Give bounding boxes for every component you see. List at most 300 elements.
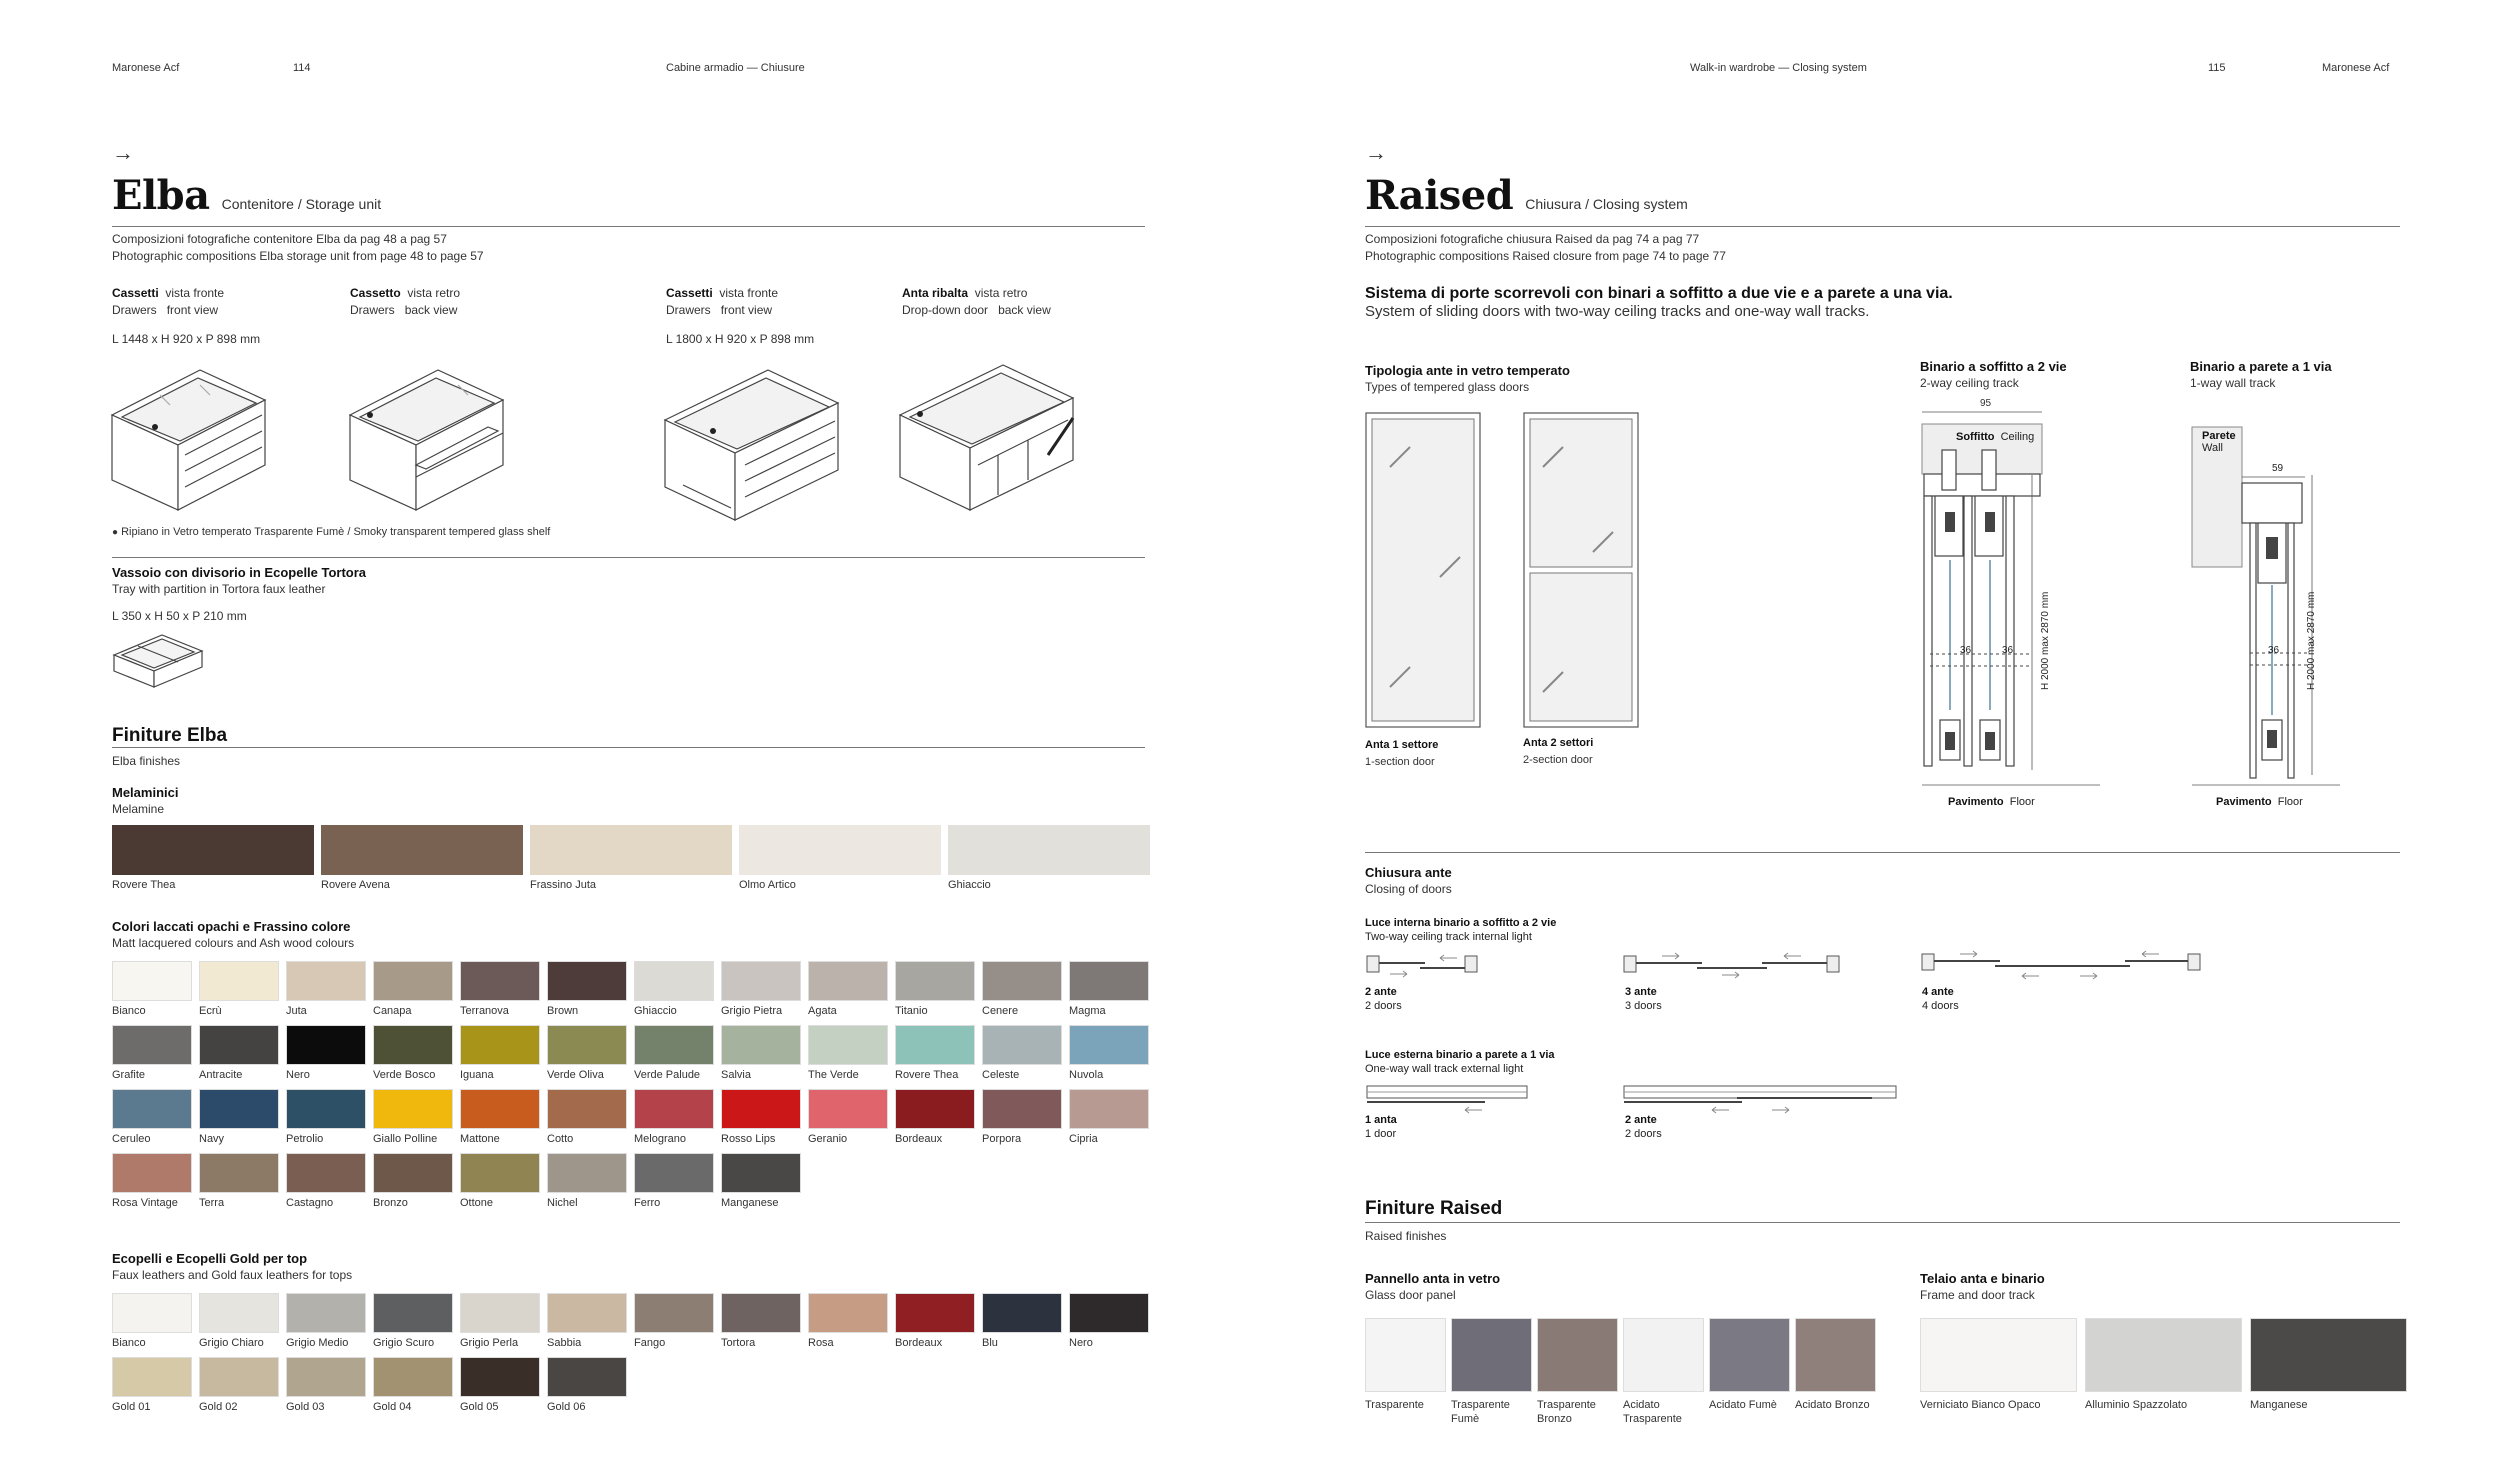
swatch-item[interactable] bbox=[721, 1293, 801, 1350]
swatch-item[interactable] bbox=[721, 961, 801, 1018]
closing-4-doors-diagram bbox=[1920, 946, 2210, 980]
elba-reference bbox=[112, 231, 484, 265]
swatch-label: Ferro bbox=[634, 1197, 661, 1209]
unit-3 bbox=[666, 285, 814, 348]
swatch-item[interactable] bbox=[112, 1089, 192, 1146]
swatch bbox=[982, 1293, 1062, 1333]
swatch bbox=[373, 961, 453, 1001]
swatch-item[interactable] bbox=[547, 1293, 627, 1350]
swatch-item[interactable] bbox=[1069, 961, 1149, 1018]
swatch bbox=[808, 1293, 888, 1333]
swatch-item[interactable] bbox=[1920, 1318, 2077, 1412]
swatch-item[interactable] bbox=[199, 1089, 279, 1146]
swatch-item[interactable] bbox=[321, 825, 523, 892]
swatch-label: Nero bbox=[286, 1069, 310, 1081]
outer-light-heading bbox=[1365, 1048, 1555, 1076]
swatch bbox=[721, 1153, 801, 1193]
swatch bbox=[2250, 1318, 2407, 1392]
wall-track-title: Binario a parete a 1 via bbox=[2190, 359, 2332, 374]
swatch bbox=[547, 1293, 627, 1333]
swatch-item[interactable] bbox=[286, 1025, 366, 1082]
swatch bbox=[1365, 1318, 1446, 1392]
closing-subtitle: Closing of doors bbox=[1365, 882, 1452, 896]
swatch-item[interactable] bbox=[808, 1293, 888, 1350]
swatch-label: Verde Oliva bbox=[547, 1069, 604, 1081]
swatch-label: Castagno bbox=[286, 1197, 334, 1209]
swatch-label: Frassino Juta bbox=[530, 879, 597, 891]
swatch-label: Manganese bbox=[721, 1197, 779, 1209]
swatch-item[interactable] bbox=[808, 1025, 888, 1082]
closing-2-doors-wall-caption bbox=[1625, 1113, 1662, 1141]
wall-width-dim: 59 bbox=[2272, 463, 2284, 474]
swatch bbox=[895, 1025, 975, 1065]
swatch-label: Blu bbox=[982, 1337, 998, 1349]
swatch-item[interactable] bbox=[982, 961, 1062, 1018]
swatch bbox=[112, 825, 314, 875]
swatch-item[interactable] bbox=[373, 1357, 453, 1414]
door-1-it: Anta 1 settore bbox=[1365, 739, 1439, 751]
swatch bbox=[721, 1293, 801, 1333]
swatch bbox=[199, 961, 279, 1001]
eco-swatches bbox=[112, 1293, 1149, 1414]
swatch bbox=[199, 1293, 279, 1333]
swatch-label: Nuvola bbox=[1069, 1069, 1104, 1081]
doors-count-en: 3 doors bbox=[1625, 1000, 1662, 1012]
unit-view: vista retro bbox=[407, 286, 461, 300]
swatch bbox=[1709, 1318, 1790, 1392]
swatch-item[interactable] bbox=[982, 1293, 1062, 1350]
doors-count-en: 2 doors bbox=[1365, 1000, 1402, 1012]
swatch-item[interactable] bbox=[286, 1089, 366, 1146]
swatch-label: Celeste bbox=[982, 1069, 1020, 1081]
swatch-label: Grigio Pietra bbox=[721, 1005, 783, 1017]
swatch-label: Verde Palude bbox=[634, 1069, 701, 1081]
closing-heading bbox=[1365, 864, 1452, 898]
elba-ref-it: Composizioni fotografiche contenitore Elba da pag 48 a pag 57 bbox=[112, 232, 447, 246]
swatch bbox=[373, 1025, 453, 1065]
swatch-label: Rosa Vintage bbox=[112, 1197, 178, 1209]
swatch-item[interactable] bbox=[808, 961, 888, 1018]
door-2-it: Anta 2 settori bbox=[1523, 737, 1594, 749]
swatch-label: Cotto bbox=[547, 1133, 574, 1145]
swatch-item[interactable] bbox=[1451, 1318, 1532, 1426]
swatch-label: Titanio bbox=[895, 1005, 928, 1017]
swatch-label: Ecrù bbox=[199, 1005, 222, 1017]
eco-heading bbox=[112, 1250, 352, 1284]
swatch-item[interactable] bbox=[895, 1089, 975, 1146]
swatch-item[interactable] bbox=[982, 1025, 1062, 1082]
ceiling-track-subtitle: 2-way ceiling track bbox=[1920, 376, 2019, 390]
frame-subtitle: Frame and door track bbox=[1920, 1288, 2035, 1302]
swatch bbox=[460, 1357, 540, 1397]
swatch-item[interactable] bbox=[112, 961, 192, 1018]
swatch-item[interactable] bbox=[634, 1153, 714, 1210]
unit-name: Cassetto bbox=[350, 286, 401, 300]
elba-title: Elba bbox=[112, 172, 210, 219]
swatch-label: Ghiaccio bbox=[634, 1005, 677, 1017]
unit-dims: L 1800 x H 920 x P 898 mm bbox=[666, 332, 815, 346]
raised-ref-it: Composizioni fotografiche chiusura Raised da pag 74 a pag 77 bbox=[1365, 232, 1700, 246]
swatch bbox=[1537, 1318, 1618, 1392]
wall-floor-label bbox=[2216, 796, 2303, 808]
swatch-label: Gold 02 bbox=[199, 1401, 238, 1413]
doors-count-en: 4 doors bbox=[1922, 1000, 1959, 1012]
swatch bbox=[1623, 1318, 1704, 1392]
swatch-item[interactable] bbox=[199, 1153, 279, 1210]
swatch-item[interactable] bbox=[1069, 1025, 1149, 1082]
swatch-label: Trasparente bbox=[1365, 1399, 1424, 1411]
divider bbox=[112, 226, 1145, 227]
swatch-item[interactable] bbox=[721, 1025, 801, 1082]
frame-swatches bbox=[1920, 1318, 2407, 1412]
swatch-label: Ghiaccio bbox=[948, 879, 991, 891]
door-1-section-drawing bbox=[1365, 412, 1485, 730]
arrow-right-icon: → bbox=[112, 140, 134, 165]
door-types-heading bbox=[1365, 362, 1570, 396]
swatch-item[interactable] bbox=[948, 825, 1150, 892]
swatch-item[interactable] bbox=[547, 961, 627, 1018]
lacquer-heading bbox=[112, 918, 354, 952]
swatch bbox=[460, 1025, 540, 1065]
swatch-item[interactable] bbox=[373, 961, 453, 1018]
unit-view-en: front view bbox=[720, 303, 773, 317]
lacquer-title: Colori laccati opachi e Frassino colore bbox=[112, 919, 351, 934]
ceiling-label bbox=[1956, 431, 2034, 443]
swatch-item[interactable] bbox=[373, 1153, 453, 1210]
swatch-item[interactable] bbox=[286, 1153, 366, 1210]
swatch-label: Mattone bbox=[460, 1133, 500, 1145]
swatch-item[interactable] bbox=[460, 1025, 540, 1082]
swatch-label: Grigio Medio bbox=[286, 1337, 349, 1349]
elba-footnote bbox=[112, 524, 550, 541]
swatch-item[interactable] bbox=[1069, 1293, 1149, 1350]
tray-section bbox=[112, 564, 366, 625]
frame-title: Telaio anta e binario bbox=[1920, 1271, 2045, 1286]
raised-title: Raised bbox=[1365, 172, 1514, 219]
swatch-label: Ceruleo bbox=[112, 1133, 151, 1145]
swatch-item[interactable] bbox=[547, 1089, 627, 1146]
swatch-item[interactable] bbox=[1069, 1089, 1149, 1146]
elba-drawers-front-large-drawing bbox=[663, 365, 843, 525]
elba-ref-en: Photographic compositions Elba storage unit from page 48 to page 57 bbox=[112, 249, 484, 263]
door-types-title: Tipologia ante in vetro temperato bbox=[1365, 363, 1570, 378]
inner-light-subtitle: Two-way ceiling track internal light bbox=[1365, 931, 1532, 943]
swatch-item[interactable] bbox=[2250, 1318, 2407, 1412]
swatch bbox=[112, 961, 192, 1001]
swatch-label: Rosso Lips bbox=[721, 1133, 776, 1145]
swatch-item[interactable] bbox=[895, 1025, 975, 1082]
ceiling-gap-b: 36 bbox=[2002, 645, 2014, 656]
swatch-label: Juta bbox=[286, 1005, 307, 1017]
ceiling-track-title: Binario a soffitto a 2 vie bbox=[1920, 359, 2067, 374]
ceiling-gap-a: 36 bbox=[1960, 645, 1972, 656]
swatch-label: Ottone bbox=[460, 1197, 494, 1209]
door-1-caption bbox=[1365, 737, 1438, 771]
unit-name: Anta ribalta bbox=[902, 286, 969, 300]
swatch bbox=[112, 1293, 192, 1333]
swatch-item[interactable] bbox=[1709, 1318, 1790, 1426]
swatch-label: Brown bbox=[547, 1005, 579, 1017]
swatch-label: Petrolio bbox=[286, 1133, 324, 1145]
swatch-item[interactable] bbox=[112, 1357, 192, 1414]
outer-light-subtitle: One-way wall track external light bbox=[1365, 1063, 1524, 1075]
swatch bbox=[634, 1089, 714, 1129]
swatch-label: Rovere Avena bbox=[321, 879, 390, 891]
swatch-label: Grigio Perla bbox=[460, 1337, 519, 1349]
melamine-heading bbox=[112, 784, 178, 818]
swatch bbox=[547, 1089, 627, 1129]
unit-view: vista retro bbox=[974, 286, 1028, 300]
swatch bbox=[1451, 1318, 1532, 1392]
swatch-item[interactable] bbox=[199, 1357, 279, 1414]
footnote-text: Ripiano in Vetro temperato Trasparente Fumè / Smoky transparent tempered glass shelf bbox=[121, 526, 551, 538]
divider bbox=[112, 557, 1145, 558]
swatch-item[interactable] bbox=[547, 1153, 627, 1210]
swatch bbox=[721, 961, 801, 1001]
closing-1-door-caption bbox=[1365, 1113, 1397, 1141]
swatch-item[interactable] bbox=[982, 1089, 1062, 1146]
swatch-label: Fango bbox=[634, 1337, 666, 1349]
swatch-item[interactable] bbox=[721, 1089, 801, 1146]
swatch-label: Gold 05 bbox=[460, 1401, 499, 1413]
elba-dropdown-door-drawing bbox=[898, 360, 1078, 520]
headline-en: System of sliding doors with two-way ceiling tracks and one-way wall tracks. bbox=[1365, 303, 1870, 320]
swatch-item[interactable] bbox=[373, 1025, 453, 1082]
swatch-item[interactable] bbox=[460, 961, 540, 1018]
wall-track-heading bbox=[2190, 358, 2332, 392]
ceiling-label-it: Soffitto bbox=[1956, 431, 1995, 443]
swatch-label: Iguana bbox=[460, 1069, 494, 1081]
swatch bbox=[199, 1025, 279, 1065]
wall-label-it: Parete bbox=[2202, 430, 2236, 442]
floor-en: Floor bbox=[2277, 796, 2303, 808]
swatch-label: Terranova bbox=[460, 1005, 509, 1017]
swatch-label: Antracite bbox=[199, 1069, 243, 1081]
swatch-label: Verde Bosco bbox=[373, 1069, 436, 1081]
swatch bbox=[1069, 961, 1149, 1001]
swatch-label: Agata bbox=[808, 1005, 837, 1017]
swatch-item[interactable] bbox=[373, 1089, 453, 1146]
swatch-label: Bianco bbox=[112, 1337, 146, 1349]
door-types-subtitle: Types of tempered glass doors bbox=[1365, 380, 1530, 394]
wall-height-dim: H 2000 max 2870 mm bbox=[2306, 591, 2317, 690]
swatch-label: Cipria bbox=[1069, 1133, 1098, 1145]
swatch bbox=[199, 1089, 279, 1129]
swatch bbox=[460, 1153, 540, 1193]
swatch-label: Acidato Bronzo bbox=[1795, 1399, 1870, 1411]
swatch bbox=[286, 1089, 366, 1129]
swatch bbox=[721, 1089, 801, 1129]
floor-it: Pavimento bbox=[2216, 796, 2272, 808]
swatch-item[interactable] bbox=[286, 1293, 366, 1350]
finiture-elba-title: Finiture Elba bbox=[112, 725, 228, 746]
ceiling-track-section-drawing bbox=[1920, 410, 2110, 785]
swatch bbox=[739, 825, 941, 875]
swatch bbox=[895, 1089, 975, 1129]
swatch-item[interactable] bbox=[808, 1089, 888, 1146]
elba-subtitle: Contenitore / Storage unit bbox=[221, 196, 382, 212]
swatch bbox=[373, 1293, 453, 1333]
swatch bbox=[373, 1089, 453, 1129]
closing-2-doors-diagram bbox=[1365, 948, 1485, 978]
swatch-label: Gold 03 bbox=[286, 1401, 325, 1413]
swatch-item[interactable] bbox=[460, 1357, 540, 1414]
swatch bbox=[634, 1153, 714, 1193]
swatch bbox=[286, 1293, 366, 1333]
elba-drawers-front-drawing bbox=[110, 365, 270, 515]
swatch-label: Salvia bbox=[721, 1069, 751, 1081]
swatch-item[interactable] bbox=[1795, 1318, 1876, 1426]
swatch bbox=[286, 1025, 366, 1065]
unit-2 bbox=[350, 285, 460, 319]
glass-panel-heading bbox=[1365, 1270, 1500, 1304]
swatch-item[interactable] bbox=[199, 961, 279, 1018]
unit-view: vista fronte bbox=[719, 286, 779, 300]
swatch-item[interactable] bbox=[895, 961, 975, 1018]
tray-title: Vassoio con divisorio in Ecopelle Tortora bbox=[112, 565, 367, 580]
left-page-number: 114 bbox=[293, 62, 311, 74]
swatch-item[interactable] bbox=[373, 1293, 453, 1350]
swatch bbox=[1069, 1089, 1149, 1129]
swatch-item[interactable] bbox=[2085, 1318, 2242, 1412]
closing-1-door-diagram bbox=[1365, 1080, 1535, 1114]
door-2-section-drawing bbox=[1523, 412, 1643, 730]
swatch-label: Canapa bbox=[373, 1005, 412, 1017]
unit-name-en: Drawers bbox=[112, 303, 157, 317]
tray-drawing bbox=[112, 633, 207, 693]
swatch bbox=[373, 1153, 453, 1193]
elba-drawer-back-drawing bbox=[348, 365, 508, 515]
swatch-item[interactable] bbox=[460, 1293, 540, 1350]
swatch bbox=[112, 1357, 192, 1397]
closing-4-doors-caption bbox=[1922, 985, 1959, 1013]
unit-name: Cassetti bbox=[666, 286, 713, 300]
swatch bbox=[199, 1357, 279, 1397]
swatch-item[interactable] bbox=[112, 1293, 192, 1350]
swatch-item[interactable] bbox=[1365, 1318, 1446, 1426]
swatch-item[interactable] bbox=[634, 1089, 714, 1146]
wall-gap-dim: 36 bbox=[2268, 645, 2280, 656]
swatch-item[interactable] bbox=[547, 1357, 627, 1414]
doors-count-it: 2 ante bbox=[1365, 986, 1397, 998]
swatch-item[interactable] bbox=[739, 825, 941, 892]
outer-light-title: Luce esterna binario a parete a 1 via bbox=[1365, 1049, 1555, 1061]
swatch bbox=[808, 961, 888, 1001]
swatch bbox=[895, 1293, 975, 1333]
swatch bbox=[1795, 1318, 1876, 1392]
swatch-item[interactable] bbox=[460, 1153, 540, 1210]
right-brand: Maronese Acf bbox=[2322, 62, 2390, 74]
swatch-label: Giallo Polline bbox=[373, 1133, 438, 1145]
left-running-title: Cabine armadio — Chiusure bbox=[666, 62, 805, 74]
swatch bbox=[634, 1025, 714, 1065]
swatch bbox=[634, 961, 714, 1001]
arrow-right-icon: → bbox=[1365, 140, 1387, 165]
swatch-item[interactable] bbox=[1537, 1318, 1618, 1426]
unit-4 bbox=[902, 285, 1051, 319]
ceiling-floor-label bbox=[1948, 796, 2035, 808]
swatch-item[interactable] bbox=[634, 961, 714, 1018]
doors-count-it: 1 anta bbox=[1365, 1114, 1397, 1126]
swatch-item[interactable] bbox=[721, 1153, 801, 1210]
swatch-item[interactable] bbox=[634, 1025, 714, 1082]
swatch-item[interactable] bbox=[634, 1293, 714, 1350]
closing-2-doors-caption bbox=[1365, 985, 1402, 1013]
closing-2-doors-wall-diagram bbox=[1622, 1080, 1902, 1114]
unit-view-en: back view bbox=[404, 303, 458, 317]
doors-count-it: 2 ante bbox=[1625, 1114, 1657, 1126]
swatch bbox=[460, 961, 540, 1001]
wall-track-section-drawing bbox=[2190, 425, 2350, 785]
wall-track-subtitle: 1-way wall track bbox=[2190, 376, 2276, 390]
swatch-label: The Verde bbox=[808, 1069, 859, 1081]
swatch-label: Navy bbox=[199, 1133, 225, 1145]
swatch bbox=[547, 1153, 627, 1193]
raised-reference bbox=[1365, 231, 1726, 265]
swatch bbox=[547, 1357, 627, 1397]
swatch bbox=[112, 1089, 192, 1129]
doors-count-en: 1 door bbox=[1365, 1128, 1397, 1140]
right-running-title: Walk-in wardrobe — Closing system bbox=[1690, 62, 1867, 74]
swatch-item[interactable] bbox=[286, 961, 366, 1018]
swatch-label: Acidato Fumè bbox=[1709, 1399, 1777, 1411]
swatch bbox=[721, 1025, 801, 1065]
glass-panel-subtitle: Glass door panel bbox=[1365, 1288, 1456, 1302]
tray-subtitle: Tray with partition in Tortora faux leather bbox=[112, 582, 326, 596]
swatch bbox=[808, 1089, 888, 1129]
swatch bbox=[530, 825, 732, 875]
left-brand: Maronese Acf bbox=[112, 62, 180, 74]
glass-panel-swatches bbox=[1365, 1318, 1876, 1426]
swatch-item[interactable] bbox=[199, 1293, 279, 1350]
swatch-item[interactable] bbox=[547, 1025, 627, 1082]
doors-count-it: 4 ante bbox=[1922, 986, 1954, 998]
swatch bbox=[1069, 1293, 1149, 1333]
inner-light-heading bbox=[1365, 916, 1556, 944]
melamine-subtitle: Melamine bbox=[112, 802, 165, 816]
melamine-swatches bbox=[112, 825, 1150, 892]
raised-ref-en: Photographic compositions Raised closure from page 74 to page 77 bbox=[1365, 249, 1726, 263]
swatch-item[interactable] bbox=[112, 825, 314, 892]
unit-name-en: Drawers bbox=[350, 303, 395, 317]
swatch-label: Acidato Trasparente bbox=[1623, 1399, 1682, 1425]
closing-3-doors-caption bbox=[1625, 985, 1662, 1013]
door-2-caption bbox=[1523, 735, 1593, 769]
swatch-item[interactable] bbox=[112, 1025, 192, 1082]
swatch-label: Cenere bbox=[982, 1005, 1019, 1017]
swatch-item[interactable] bbox=[460, 1089, 540, 1146]
swatch-label: Sabbia bbox=[547, 1337, 582, 1349]
swatch-label: Olmo Artico bbox=[739, 879, 796, 891]
swatch-item[interactable] bbox=[895, 1293, 975, 1350]
raised-subtitle: Chiusura / Closing system bbox=[1525, 196, 1688, 212]
swatch bbox=[286, 1357, 366, 1397]
unit-name: Cassetti bbox=[112, 286, 159, 300]
unit-view-en: back view bbox=[998, 303, 1051, 317]
swatch-item[interactable] bbox=[199, 1025, 279, 1082]
swatch-label: Grafite bbox=[112, 1069, 146, 1081]
headline-it: Sistema di porte scorrevoli con binari a soffitto a due vie e a parete a una via. bbox=[1365, 285, 1953, 302]
inner-light-title: Luce interna binario a soffitto a 2 vie bbox=[1365, 917, 1557, 929]
swatch-item[interactable] bbox=[530, 825, 732, 892]
swatch bbox=[895, 961, 975, 1001]
swatch-label: Bronzo bbox=[373, 1197, 408, 1209]
swatch-item[interactable] bbox=[112, 1153, 192, 1210]
swatch-item[interactable] bbox=[1623, 1318, 1704, 1426]
swatch-item[interactable] bbox=[286, 1357, 366, 1414]
swatch-label: Rovere Thea bbox=[895, 1069, 959, 1081]
floor-it: Pavimento bbox=[1948, 796, 2004, 808]
